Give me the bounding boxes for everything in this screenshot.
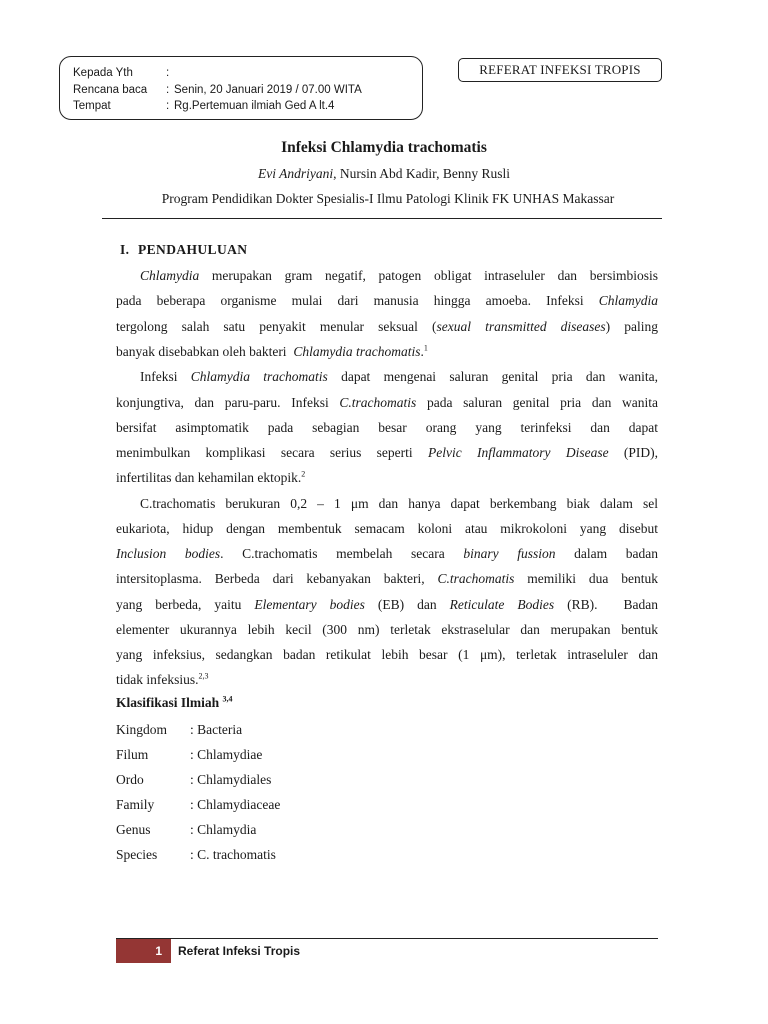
citation: 2,3 [198,671,209,681]
info-label: Tempat [73,100,111,112]
italic-term: Pelvic Inflammatory Disease [427,445,609,460]
text-run: pada saluran genital pria dan wanita [416,395,658,410]
taxonomy-row [116,747,262,763]
italic-term: binary fussion [463,546,556,561]
paragraph-line [116,394,658,412]
taxonomy-value: : Chlamydiaceae [190,797,281,812]
taxonomy-row [116,797,280,813]
section-number: I. [120,242,130,257]
info-label: Kepada Yth [73,67,133,79]
paragraph-line [116,545,658,563]
paragraph-line: bersifat asimptomatik pada sebagian besar orang yang terinfeksi dan dapat [116,420,658,435]
italic-term: Reticulate Bodies [449,597,555,612]
citation: 1 [423,343,428,353]
info-row-schedule [73,82,362,98]
authors [0,166,768,182]
taxonomy-rank: Filum [116,747,149,762]
paragraph-line [116,444,658,462]
paragraph-line [140,267,658,285]
text-run: infertilitas dan kehamilan ektopik. [116,470,302,485]
text-run: banyak disebabkan oleh bakteri [116,344,294,359]
text-run: Infeksi [140,369,191,384]
taxonomy-value: : Bacteria [190,722,243,737]
paragraph-line: yang infeksius, sedangkan badan retikulat lebih besar (1 μm), terletak intraseluler dan [116,647,658,662]
taxonomy-row [116,822,256,838]
paragraph-line [140,368,658,386]
text-run: dapat mengenai saluran genital pria dan wanita, [327,369,658,384]
text-run: merupakan gram negatif, patogen obligat intraseluler dan bersimbiosis [199,268,658,283]
info-value: Rg.Pertemuan ilmiah Ged A lt.4 [174,100,335,112]
classification-title: Klasifikasi Ilmiah [116,695,223,710]
text-run: pada beberapa organisme mulai dari manusia hingga amoeba. Infeksi [116,293,599,308]
paragraph-line: elementer ukurannya lebih kecil (300 nm) terletak ekstraselular dan merupakan bentuk [116,622,658,637]
paragraph-line [116,469,658,487]
italic-term: Elementary bodies [254,597,365,612]
taxonomy-value: : Chlamydiae [190,747,263,762]
footer-title: Referat Infeksi Tropis [178,944,301,958]
text-run: . C.trachomatis membelah secara [220,546,464,561]
text-run: tidak infeksius. [116,672,199,687]
meeting-info-box [59,56,423,120]
paragraph-line [116,343,658,361]
citation: 3,4 [222,694,233,704]
taxonomy-value: : Chlamydia [190,822,257,837]
document-title: Infeksi Chlamydia trachomatis [281,139,487,156]
paragraph-line [116,596,658,614]
taxonomy-rank: Genus [116,822,151,837]
page-number: 1 [116,939,171,963]
taxonomy-row [116,847,276,863]
taxonomy-rank: Ordo [116,772,144,787]
info-separator: : [166,84,170,96]
section-title: PENDAHULUAN [138,242,248,257]
paragraph-line: eukariota, hidup dengan membentuk semacam koloni atau mikrokoloni yang disebut [116,521,658,536]
paragraph-line [116,570,658,588]
taxonomy-row [116,772,271,788]
paragraph-line [116,671,658,689]
paragraph-line: C.trachomatis berukuran 0,2 – 1 μm dan hanya dapat berkembang biak dalam sel [140,496,658,511]
first-author: Evi Andriyani [258,166,334,181]
italic-term: Chlamydia [140,268,200,283]
info-row-place [73,98,334,114]
italic-term: Chlamydia trachomatis [293,344,421,359]
taxonomy-value: : C. trachomatis [190,847,276,862]
taxonomy-value: : Chlamydiales [190,772,272,787]
taxonomy-rank: Kingdom [116,722,168,737]
text-run: (PID), [608,445,658,460]
footer-separator [171,939,173,963]
info-row-recipient [73,65,174,81]
section-heading [120,242,247,258]
text-run: (RB). Badan [554,597,658,612]
taxonomy-rank: Species [116,847,158,862]
classification-heading [116,695,233,711]
italic-term: Inclusion bodies [116,546,221,561]
info-value: Senin, 20 Januari 2019 / 07.00 WITA [174,84,362,96]
info-separator: : [166,67,170,79]
italic-term: Chlamydia trachomatis [190,369,328,384]
text-run: tergolong salah satu penyakit menular seksual ( [116,319,437,334]
italic-term: Chlamydia [598,293,658,308]
paragraph-line [116,292,658,310]
italic-term: C.trachomatis [339,395,417,410]
other-authors: , Nursin Abd Kadir, Benny Rusli [333,166,510,181]
taxonomy-row [116,722,242,738]
taxonomy-rank: Family [116,797,155,812]
text-run: menimbulkan komplikasi secara serius seperti [116,445,428,460]
citation: 2 [301,469,306,479]
text-run: . [420,344,424,359]
text-run: intersitoplasma. Berbeda dari kebanyakan bakteri, [116,571,438,586]
paragraph-line [116,318,658,336]
text-run: ) paling [605,319,658,334]
text-run: memiliki dua bentuk [514,571,659,586]
affiliation: Program Pendidikan Dokter Spesialis-I Ilmu Patologi Klinik FK UNHAS Makassar [161,191,615,206]
title-divider [102,218,662,219]
info-label: Rencana baca [73,84,148,96]
text-run: dalam badan [555,546,658,561]
text-run: konjungtiva, dan paru-paru. Infeksi [116,395,340,410]
text-run: (EB) dan [364,597,450,612]
italic-term: C.trachomatis [437,571,515,586]
info-separator: : [166,100,170,112]
document-type-tag: REFERAT INFEKSI TROPIS [458,58,662,82]
italic-term: sexual transmitted diseases [436,319,606,334]
text-run: yang berbeda, yaitu [116,597,255,612]
